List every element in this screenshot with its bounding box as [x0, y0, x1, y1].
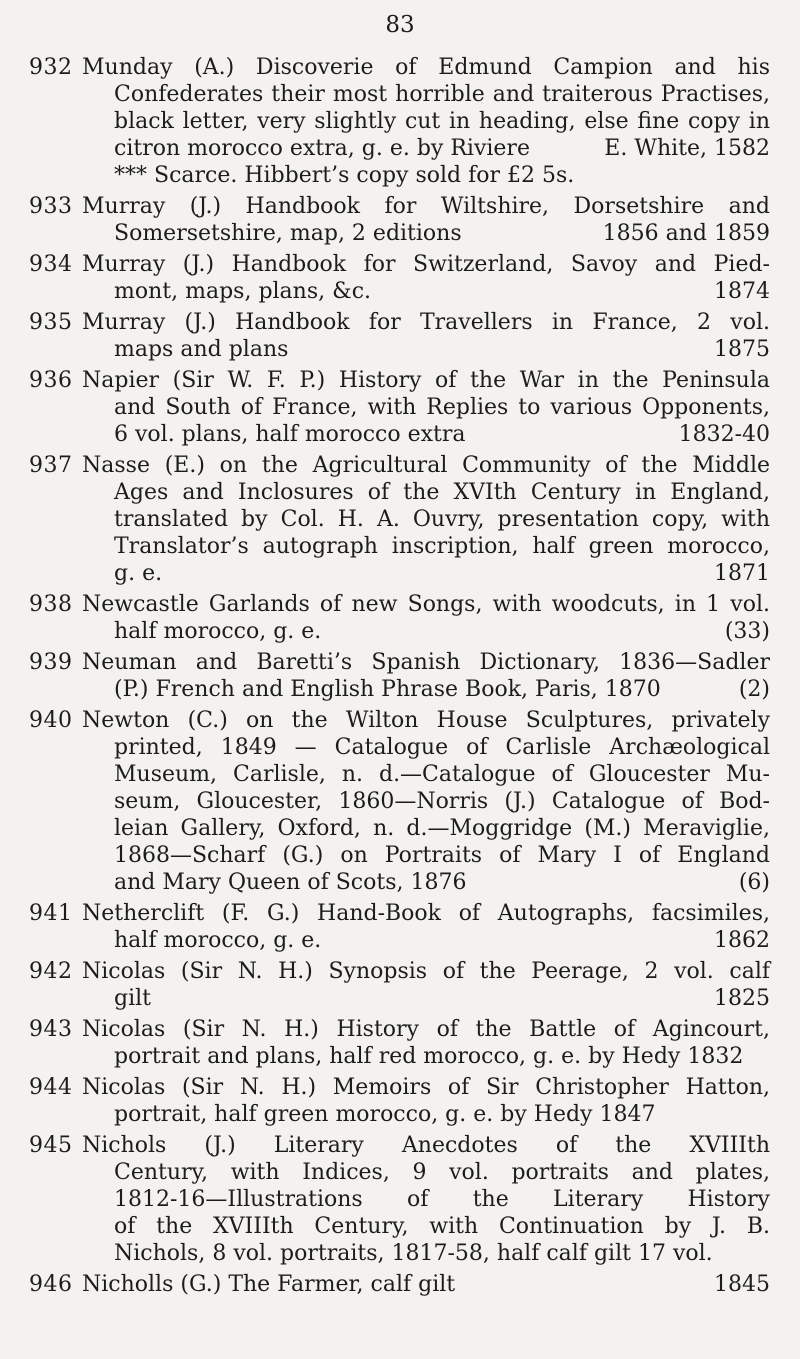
lot-number: 936 [29, 368, 73, 393]
lot-number: 946 [29, 1272, 73, 1297]
lot-number: 938 [29, 592, 73, 617]
catalogue-entry [0, 367, 800, 448]
entry-line: printed, 1849 — Catalogue of Carlisle Archæological [114, 735, 770, 760]
entry-line: 1862 half morocco, g. e. [114, 928, 770, 953]
catalogue-entry [0, 54, 800, 189]
entry-line: Ages and Inclosures of the XVIth Century in England, [114, 480, 770, 505]
lot-number: 945 [29, 1133, 73, 1158]
entry-line: Nicolas (Sir N. H.) Memoirs of Sir Christopher Hatton, [82, 1075, 770, 1100]
lot-number: 944 [29, 1075, 73, 1100]
catalogue-entry [0, 900, 800, 954]
entry-line: portrait and plans, half red morocco, g. e. by Hedy 1832 [114, 1044, 744, 1069]
entry-line: Nicolas (Sir N. H.) Synopsis of the Peerage, 2 vol. calf [82, 959, 770, 984]
entry-line: Munday (A.) Discoverie of Edmund Campion and his [82, 55, 770, 80]
entry-description [82, 900, 770, 954]
entry-line: Nasse (E.) on the Agricultural Community of the Middle [82, 453, 770, 478]
entry-line: *** Scarce. Hibbert’s copy sold for £2 5s. [114, 163, 575, 188]
entry-line: portrait, half green morocco, g. e. by Hedy 1847 [114, 1102, 656, 1127]
entry-line: Confederates their most horrible and traiterous Practises, [114, 82, 770, 107]
entry-line: Murray (J.) Handbook for Wiltshire, Dorsetshire and [82, 194, 770, 219]
lot-number: 937 [29, 453, 73, 478]
entry-description [82, 1016, 770, 1070]
catalogue-entry [0, 1016, 800, 1070]
entry-line: translated by Col. H. A. Ouvry, presentation copy, with [114, 507, 770, 532]
entry-line: 1825 gilt [114, 986, 770, 1011]
entry-line: leian Gallery, Oxford, n. d.—Moggridge (M.) Meraviglie, [114, 816, 770, 841]
entry-line: 1812-16—Illustrations of the Literary History [114, 1187, 770, 1212]
entry-line: Napier (Sir W. F. P.) History of the War in the Peninsula [82, 368, 770, 393]
catalogue-entry [0, 452, 800, 587]
entry-line: of the XVIIIth Century, with Continuation by J. B. [114, 1214, 770, 1239]
entry-line: (2) (P.) French and English Phrase Book, Paris, 1870 [114, 677, 770, 702]
entry-line: Murray (J.) Handbook for Travellers in France, 2 vol. [82, 310, 770, 335]
entry-line: 1874 mont, maps, plans, &c. [114, 279, 770, 304]
entry-line: 1856 and 1859 Somersetshire, map, 2 editions [114, 221, 770, 246]
catalogue-entry [0, 649, 800, 703]
entry-line: Newton (C.) on the Wilton House Sculptures, privately [82, 708, 770, 733]
catalogue-entry [0, 1271, 800, 1298]
entry-line: Nichols, 8 vol. portraits, 1817-58, half calf gilt 17 vol. [114, 1241, 713, 1266]
entry-line: Museum, Carlisle, n. d.—Catalogue of Gloucester Mu- [114, 762, 770, 787]
lot-number: 941 [29, 901, 73, 926]
entry-line: (33) half morocco, g. e. [114, 619, 770, 644]
lot-number: 932 [29, 55, 73, 80]
lot-number: 943 [29, 1017, 73, 1042]
entry-line: Netherclift (F. G.) Hand-Book of Autographs, facsimiles, [82, 901, 770, 926]
entry-line: Nichols (J.) Literary Anecdotes of the XVIIIth [82, 1133, 770, 1158]
entry-line: 1832-40 6 vol. plans, half morocco extra [114, 422, 770, 447]
entry-description [82, 1074, 770, 1128]
entry-line: and South of France, with Replies to various Opponents, [114, 395, 770, 420]
catalogue-entries [0, 54, 800, 1302]
catalogue-entry [0, 707, 800, 896]
lot-number: 942 [29, 959, 73, 984]
entry-line: 1845 Nicholls (G.) The Farmer, calf gilt [82, 1272, 770, 1297]
lot-number: 934 [29, 252, 73, 277]
entry-line: Century, with Indices, 9 vol. portraits and plates, [114, 1160, 770, 1185]
entry-description [82, 193, 770, 247]
catalogue-entry [0, 958, 800, 1012]
entry-line: Translator’s autograph inscription, half green morocco, [114, 534, 770, 559]
entry-description [82, 591, 770, 645]
entry-line: (6) and Mary Queen of Scots, 1876 [114, 870, 770, 895]
entry-line: Newcastle Garlands of new Songs, with woodcuts, in 1 vol. [82, 592, 770, 617]
entry-line: black letter, very slightly cut in heading, else fine copy in [114, 109, 770, 134]
entry-line: Neuman and Baretti’s Spanish Dictionary, 1836—Sadler [82, 650, 770, 675]
catalogue-entry [0, 309, 800, 363]
entry-line: Nicolas (Sir N. H.) History of the Battle of Agincourt, [82, 1017, 770, 1042]
catalogue-entry [0, 1074, 800, 1128]
entry-line: 1868—Scharf (G.) on Portraits of Mary I of England [114, 843, 770, 868]
entry-description [82, 452, 770, 587]
entry-line: E. White, 1582 citron morocco extra, g. e. by Riviere [114, 136, 770, 161]
lot-number: 939 [29, 650, 73, 675]
lot-number: 940 [29, 708, 73, 733]
entry-description [82, 958, 770, 1012]
catalogue-entry [0, 193, 800, 247]
entry-description [82, 367, 770, 448]
entry-description [82, 54, 770, 189]
entry-description [82, 251, 770, 305]
entry-description [82, 1132, 770, 1267]
catalogue-entry [0, 591, 800, 645]
entry-description [82, 1271, 770, 1298]
entry-line: 1871 g. e. [114, 561, 770, 586]
lot-number: 935 [29, 310, 73, 335]
page-number: 83 [385, 12, 415, 38]
catalogue-entry [0, 251, 800, 305]
entry-line: 1875 maps and plans [114, 337, 770, 362]
entry-description [82, 309, 770, 363]
entry-line: Murray (J.) Handbook for Switzerland, Savoy and Pied- [82, 252, 770, 277]
entry-line: seum, Gloucester, 1860—Norris (J.) Catalogue of Bod- [114, 789, 770, 814]
lot-number: 933 [29, 194, 73, 219]
entry-description [82, 649, 770, 703]
entry-description [82, 707, 770, 896]
catalogue-entry [0, 1132, 800, 1267]
